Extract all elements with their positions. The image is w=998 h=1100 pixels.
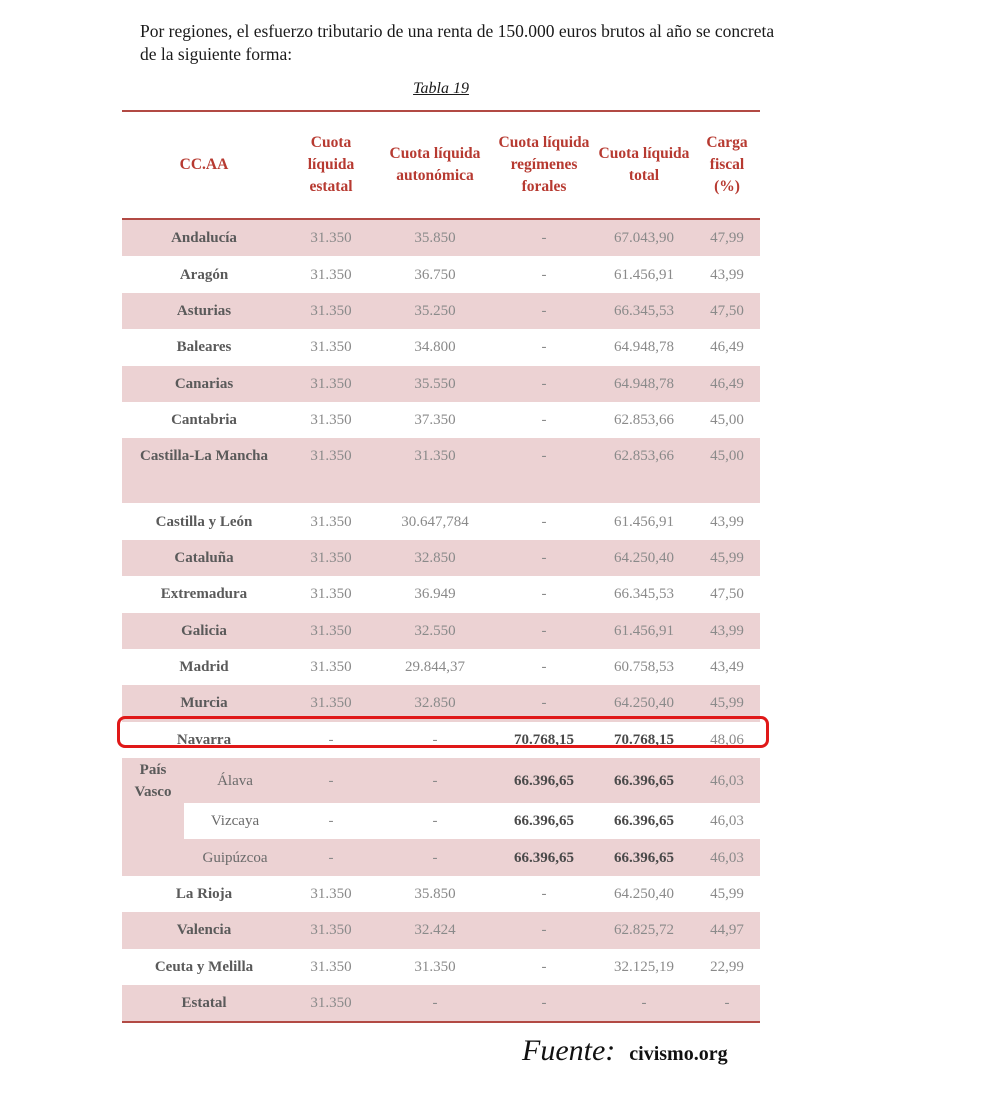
total-cell: 66.345,53 bbox=[594, 293, 694, 329]
estatal-cell: - bbox=[286, 803, 376, 839]
autonomica-cell: 35.550 bbox=[376, 366, 494, 402]
autonomica-cell: 29.844,37 bbox=[376, 649, 494, 685]
autonomica-cell: 31.350 bbox=[376, 949, 494, 985]
total-cell: 32.125,19 bbox=[594, 949, 694, 985]
estatal-cell: 31.350 bbox=[286, 649, 376, 685]
table-row bbox=[122, 613, 760, 649]
estatal-cell: 31.350 bbox=[286, 293, 376, 329]
estatal-cell: 31.350 bbox=[286, 876, 376, 912]
carga-cell: 45,00 bbox=[694, 438, 760, 503]
region-cell: Murcia bbox=[122, 685, 286, 721]
autonomica-cell: - bbox=[376, 722, 494, 758]
carga-cell: 44,97 bbox=[694, 912, 760, 948]
total-cell: 66.396,65 bbox=[594, 803, 694, 839]
carga-cell: 43,99 bbox=[694, 256, 760, 292]
total-cell: - bbox=[594, 985, 694, 1022]
forales-cell: 66.396,65 bbox=[494, 758, 594, 803]
estatal-cell: 31.350 bbox=[286, 540, 376, 576]
total-cell: 64.250,40 bbox=[594, 540, 694, 576]
source-label: Fuente: bbox=[522, 1034, 616, 1067]
table-row bbox=[122, 540, 760, 576]
tax-burden-table bbox=[122, 110, 760, 1023]
carga-cell: 48,06 bbox=[694, 722, 760, 758]
forales-cell: - bbox=[494, 293, 594, 329]
autonomica-cell: 36.949 bbox=[376, 576, 494, 612]
table-row bbox=[122, 256, 760, 292]
carga-cell: 43,49 bbox=[694, 649, 760, 685]
total-cell: 64.250,40 bbox=[594, 685, 694, 721]
autonomica-cell: 34.800 bbox=[376, 329, 494, 365]
total-cell: 62.853,66 bbox=[594, 402, 694, 438]
header-total: Cuota líquida total bbox=[594, 111, 694, 219]
autonomica-cell: 30.647,784 bbox=[376, 503, 494, 539]
carga-cell: 22,99 bbox=[694, 949, 760, 985]
region-cell: Baleares bbox=[122, 329, 286, 365]
forales-cell: - bbox=[494, 402, 594, 438]
forales-cell: - bbox=[494, 985, 594, 1022]
table-row bbox=[122, 438, 760, 503]
total-cell: 70.768,15 bbox=[594, 722, 694, 758]
region-cell: Estatal bbox=[122, 985, 286, 1022]
estatal-cell: - bbox=[286, 839, 376, 875]
region-cell: Madrid bbox=[122, 649, 286, 685]
estatal-cell: 31.350 bbox=[286, 366, 376, 402]
total-cell: 62.853,66 bbox=[594, 438, 694, 503]
pais-vasco-cell bbox=[122, 839, 286, 875]
forales-cell: - bbox=[494, 949, 594, 985]
table-row bbox=[122, 876, 760, 912]
carga-cell: 43,99 bbox=[694, 503, 760, 539]
pais-vasco-cell bbox=[122, 803, 286, 839]
total-cell: 61.456,91 bbox=[594, 503, 694, 539]
total-cell: 62.825,72 bbox=[594, 912, 694, 948]
table-header-row bbox=[122, 111, 760, 219]
estatal-cell: 31.350 bbox=[286, 912, 376, 948]
total-cell: 61.456,91 bbox=[594, 613, 694, 649]
region-cell: Canarias bbox=[122, 366, 286, 402]
pais-vasco-label: País Vasco bbox=[134, 762, 172, 801]
sub-region-cell: Vizcaya bbox=[184, 803, 286, 839]
region-cell: Aragón bbox=[122, 256, 286, 292]
estatal-cell: - bbox=[286, 722, 376, 758]
forales-cell: - bbox=[494, 438, 594, 503]
region-cell: Cataluña bbox=[122, 540, 286, 576]
autonomica-cell: 31.350 bbox=[376, 438, 494, 503]
forales-cell: - bbox=[494, 540, 594, 576]
header-forales: Cuota líquida regímenes forales bbox=[494, 111, 594, 219]
table-row bbox=[122, 366, 760, 402]
table-row bbox=[122, 219, 760, 256]
region-cell: Cantabria bbox=[122, 402, 286, 438]
sub-region-cell: Guipúzcoa bbox=[202, 849, 268, 866]
header-autonomica: Cuota líquida autonómica bbox=[376, 111, 494, 219]
pais-vasco-band bbox=[122, 839, 184, 875]
carga-cell: 45,99 bbox=[694, 685, 760, 721]
header-carga: Carga fiscal (%) bbox=[694, 111, 760, 219]
table-row bbox=[122, 329, 760, 365]
forales-cell: 66.396,65 bbox=[494, 803, 594, 839]
header-ccaa: CC.AA bbox=[122, 111, 286, 219]
region-cell: Castilla y León bbox=[122, 503, 286, 539]
table-row bbox=[122, 985, 760, 1022]
autonomica-cell: - bbox=[376, 803, 494, 839]
forales-cell: - bbox=[494, 649, 594, 685]
autonomica-cell: 37.350 bbox=[376, 402, 494, 438]
navarra-highlight-outline bbox=[117, 716, 769, 748]
forales-cell: 70.768,15 bbox=[494, 722, 594, 758]
forales-cell: - bbox=[494, 912, 594, 948]
region-cell: Extremadura bbox=[122, 576, 286, 612]
table-row-vizcaya bbox=[122, 803, 760, 839]
estatal-cell: 31.350 bbox=[286, 985, 376, 1022]
carga-cell: 46,03 bbox=[694, 758, 760, 803]
autonomica-cell: 35.850 bbox=[376, 219, 494, 256]
autonomica-cell: 32.424 bbox=[376, 912, 494, 948]
estatal-cell: 31.350 bbox=[286, 685, 376, 721]
region-cell: Ceuta y Melilla bbox=[122, 949, 286, 985]
autonomica-cell: - bbox=[376, 758, 494, 803]
total-cell: 66.396,65 bbox=[594, 758, 694, 803]
total-cell: 61.456,91 bbox=[594, 256, 694, 292]
carga-cell: 47,50 bbox=[694, 576, 760, 612]
region-cell: Valencia bbox=[122, 912, 286, 948]
region-cell: Andalucía bbox=[122, 219, 286, 256]
total-cell: 64.250,40 bbox=[594, 876, 694, 912]
table-caption-text: Tabla 19 bbox=[413, 80, 469, 97]
carga-cell: 45,99 bbox=[694, 540, 760, 576]
estatal-cell: 31.350 bbox=[286, 949, 376, 985]
autonomica-cell: 35.850 bbox=[376, 876, 494, 912]
table-row bbox=[122, 402, 760, 438]
forales-cell: - bbox=[494, 256, 594, 292]
total-cell: 64.948,78 bbox=[594, 366, 694, 402]
carga-cell: 45,99 bbox=[694, 876, 760, 912]
carga-cell: 46,03 bbox=[694, 839, 760, 875]
total-cell: 64.948,78 bbox=[594, 329, 694, 365]
autonomica-cell: - bbox=[376, 839, 494, 875]
carga-cell: - bbox=[694, 985, 760, 1022]
forales-cell: 66.396,65 bbox=[494, 839, 594, 875]
header-estatal: Cuota líquida estatal bbox=[286, 111, 376, 219]
carga-cell: 46,49 bbox=[694, 366, 760, 402]
autonomica-cell: 35.250 bbox=[376, 293, 494, 329]
estatal-cell: 31.350 bbox=[286, 402, 376, 438]
region-cell: Galicia bbox=[122, 613, 286, 649]
sub-region-cell: Álava bbox=[217, 772, 253, 789]
table-caption bbox=[122, 80, 760, 98]
region-cell: La Rioja bbox=[122, 876, 286, 912]
table-row bbox=[122, 293, 760, 329]
source-attribution bbox=[522, 1034, 728, 1068]
table-row-alava bbox=[122, 758, 760, 803]
region-cell: Asturias bbox=[122, 293, 286, 329]
carga-cell: 46,03 bbox=[694, 803, 760, 839]
autonomica-cell: 32.850 bbox=[376, 540, 494, 576]
estatal-cell: 31.350 bbox=[286, 576, 376, 612]
total-cell: 60.758,53 bbox=[594, 649, 694, 685]
forales-cell: - bbox=[494, 219, 594, 256]
forales-cell: - bbox=[494, 329, 594, 365]
forales-cell: - bbox=[494, 613, 594, 649]
pais-vasco-cell bbox=[122, 758, 286, 803]
estatal-cell: 31.350 bbox=[286, 613, 376, 649]
estatal-cell: 31.350 bbox=[286, 503, 376, 539]
pais-vasco-band bbox=[122, 803, 184, 839]
table-row bbox=[122, 949, 760, 985]
carga-cell: 45,00 bbox=[694, 402, 760, 438]
autonomica-cell: - bbox=[376, 985, 494, 1022]
carga-cell: 43,99 bbox=[694, 613, 760, 649]
forales-cell: - bbox=[494, 685, 594, 721]
total-cell: 66.396,65 bbox=[594, 839, 694, 875]
autonomica-cell: 32.850 bbox=[376, 685, 494, 721]
total-cell: 67.043,90 bbox=[594, 219, 694, 256]
carga-cell: 47,99 bbox=[694, 219, 760, 256]
intro-paragraph: Por regiones, el esfuerzo tributario de una renta de 150.000 euros brutos al año se concreta de la siguiente forma: bbox=[140, 21, 775, 64]
forales-cell: - bbox=[494, 876, 594, 912]
carga-cell: 47,50 bbox=[694, 293, 760, 329]
estatal-cell: 31.350 bbox=[286, 329, 376, 365]
autonomica-cell: 32.550 bbox=[376, 613, 494, 649]
autonomica-cell: 36.750 bbox=[376, 256, 494, 292]
estatal-cell: 31.350 bbox=[286, 256, 376, 292]
region-cell: Castilla-La Mancha bbox=[122, 438, 286, 503]
source-site: civismo.org bbox=[629, 1043, 728, 1065]
region-cell: Navarra bbox=[122, 722, 286, 758]
total-cell: 66.345,53 bbox=[594, 576, 694, 612]
table-row-guipuzcoa bbox=[122, 839, 760, 875]
estatal-cell: 31.350 bbox=[286, 219, 376, 256]
forales-cell: - bbox=[494, 576, 594, 612]
estatal-cell: 31.350 bbox=[286, 438, 376, 503]
estatal-cell: - bbox=[286, 758, 376, 803]
carga-cell: 46,49 bbox=[694, 329, 760, 365]
table-row bbox=[122, 503, 760, 539]
table-row bbox=[122, 576, 760, 612]
forales-cell: - bbox=[494, 503, 594, 539]
table-row bbox=[122, 912, 760, 948]
table-row bbox=[122, 649, 760, 685]
forales-cell: - bbox=[494, 366, 594, 402]
